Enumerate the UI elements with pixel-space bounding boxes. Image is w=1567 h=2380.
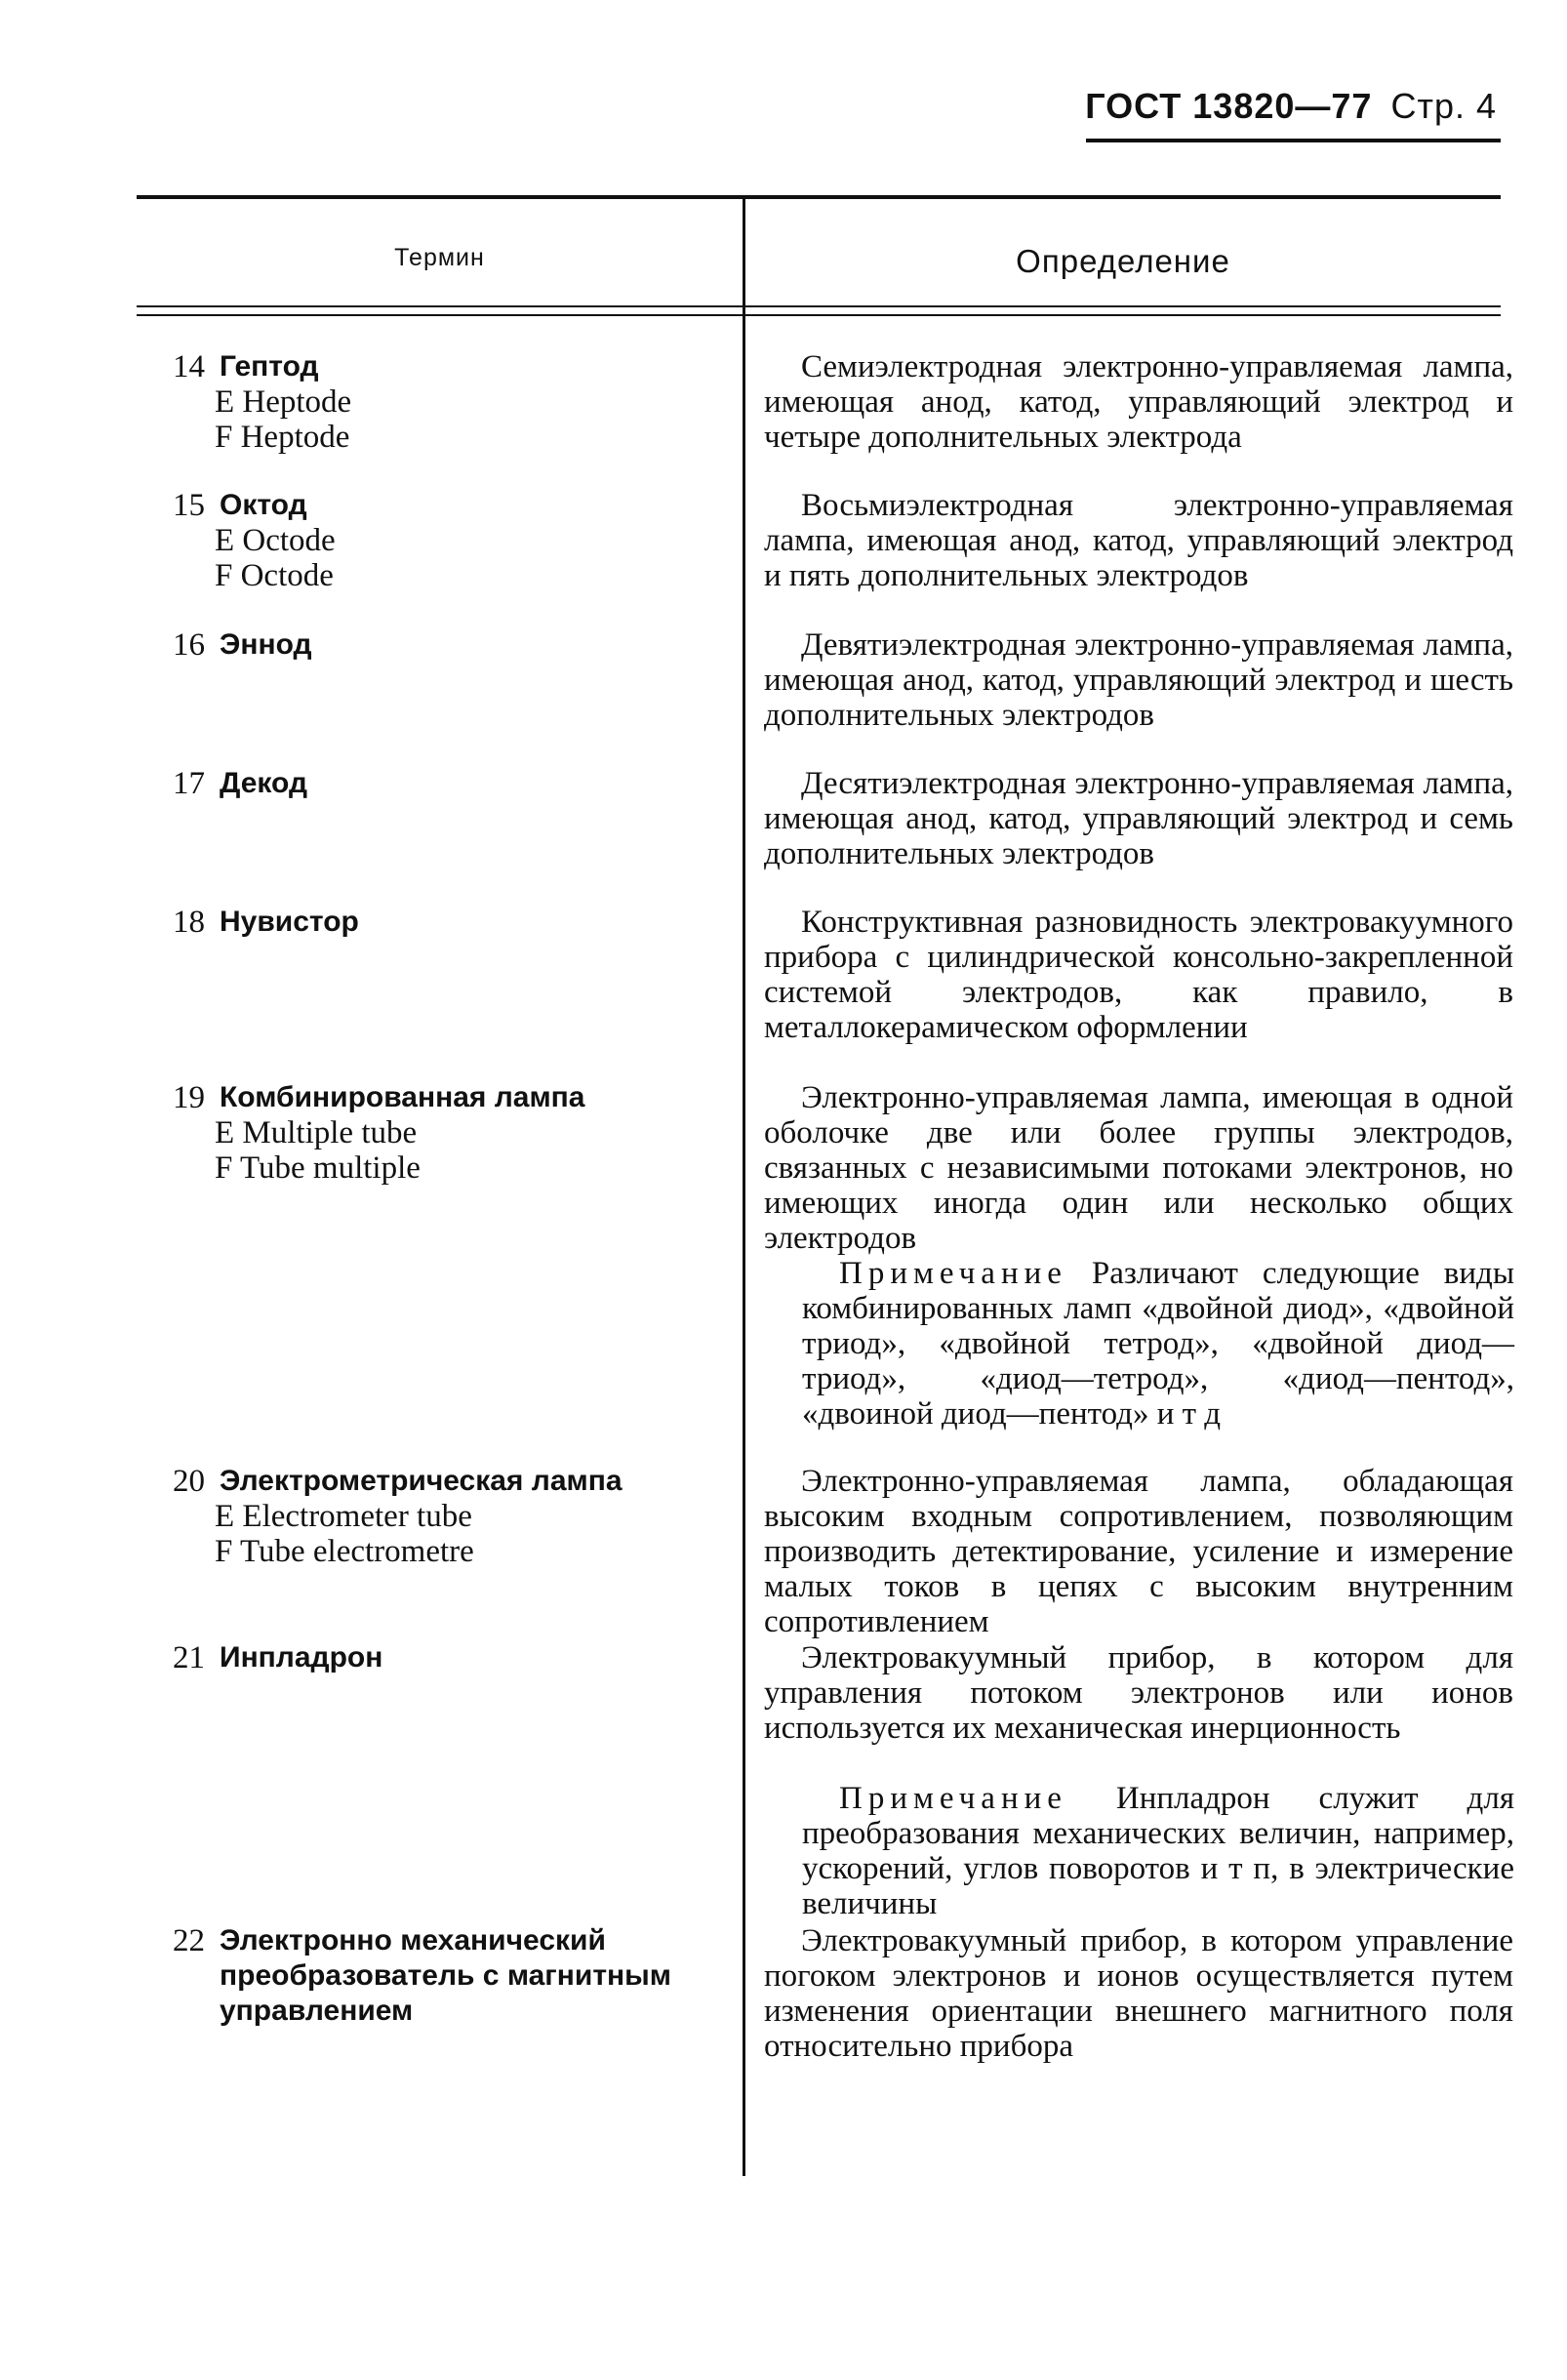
term-number: 18 bbox=[173, 905, 205, 940]
column-header-term: Термин bbox=[394, 244, 485, 271]
note-text: Различают следующие виды комбинированных ламп «двойной диод», «двойной триод», «двойной тетрод», «двойной диод—триод», «диод—тетрод», «диод—пентод», «двоиной диод—пентод» и т д bbox=[802, 1256, 1514, 1432]
definition-21: Электровакуумный прибор, в котором для управления потоком электронов или ионов используется их механическая инерционность bbox=[764, 1640, 1513, 1746]
note-21 bbox=[802, 1781, 1514, 1921]
term-french: F Heptode bbox=[215, 420, 350, 455]
definition-14: Семиэлектродная электронно-управляемая лампа, имеющая анод, катод, управляющий электрод и четыре дополнительных электрода bbox=[764, 349, 1513, 455]
note-text: Инпладрон служит для преобразования механических величин, например, ускорений, углов поворотов и т п, в электрические величины bbox=[802, 1781, 1514, 1921]
definition-15: Восьмиэлектродная электронно-управляемая лампа, имеющая анод, катод, управляющий электрод и пять дополнительных электродов bbox=[764, 488, 1513, 593]
definition-20: Электронно-управляемая лампа, обладающая высоким входным сопротивлением, позволяющим производить детектирование, усиление и измерение малых токов в цепях с высоким внутренним сопротивлением bbox=[764, 1464, 1513, 1639]
page-header bbox=[1085, 86, 1497, 127]
term-name: Инпладрон bbox=[220, 1641, 383, 1674]
term-number: 22 bbox=[173, 1923, 205, 1958]
note-label: Примечание bbox=[839, 1781, 1067, 1816]
term-number: 19 bbox=[173, 1080, 205, 1115]
term-number: 14 bbox=[173, 349, 205, 384]
term-number: 21 bbox=[173, 1640, 205, 1675]
term-name: Комбинированная лампа bbox=[220, 1081, 585, 1113]
term-name: Октод bbox=[220, 489, 307, 521]
term-name: Гептод bbox=[220, 350, 319, 383]
column-header-definition: Определение bbox=[1016, 243, 1230, 279]
term-english: E Heptode bbox=[215, 384, 352, 420]
term-english: E Multiple tube bbox=[215, 1115, 418, 1150]
definition-22: Электровакуумный прибор, в котором управление погоком электронов и ионов осуществляется путем изменения ориентации внешнего магнитного поля относительно прибора bbox=[764, 1923, 1513, 2064]
page-number: Стр. 4 bbox=[1390, 86, 1497, 126]
header-bottom-rule bbox=[137, 305, 1501, 307]
term-name: Нувистор bbox=[220, 906, 359, 938]
term-number: 15 bbox=[173, 488, 205, 523]
definition-19: Электронно-управляемая лампа, имеющая в одной оболочке две или более группы электродов, связанных с независимыми потоками электронов, но имеющих иногда один или несколько общих электродов bbox=[764, 1080, 1513, 1256]
term-name: Электронно механический преобразователь с магнитным управлением bbox=[220, 1924, 671, 2027]
term-english: E Octode bbox=[215, 523, 336, 558]
term-number: 20 bbox=[173, 1464, 205, 1499]
definition-17: Десятиэлектродная электронно-управляемая лампа, имеющая анод, катод, управляющий электрод и семь дополнительных электродов bbox=[764, 766, 1513, 871]
header-rule bbox=[1086, 139, 1501, 142]
standard-number: ГОСТ 13820—77 bbox=[1085, 86, 1373, 126]
term-name: Декод bbox=[220, 767, 308, 799]
note-label: Примечание bbox=[839, 1256, 1067, 1291]
term-french: F Tube electrometre bbox=[215, 1534, 474, 1569]
term-number: 16 bbox=[173, 627, 205, 663]
note-19 bbox=[802, 1256, 1514, 1432]
term-number: 17 bbox=[173, 766, 205, 801]
term-french: F Octode bbox=[215, 558, 334, 593]
term-name: Электрометрическая лампа bbox=[220, 1465, 623, 1497]
definition-16: Девятиэлектродная электронно-управляемая лампа, имеющая анод, катод, управляющий электрод и шесть дополнительных электродов bbox=[764, 627, 1513, 733]
term-french: F Tube multiple bbox=[215, 1150, 421, 1186]
header-bottom-rule-2 bbox=[137, 314, 1501, 316]
term-name: Эннод bbox=[220, 628, 312, 661]
table-top-rule bbox=[137, 195, 1501, 199]
definition-18: Конструктивная разновидность электровакуумного прибора с цилиндрической консольно-закрепленной системой электродов, как правило, в металлокерамическом оформлении bbox=[764, 905, 1513, 1045]
column-divider bbox=[743, 195, 745, 2176]
term-english: E Electrometer tube bbox=[215, 1499, 472, 1534]
